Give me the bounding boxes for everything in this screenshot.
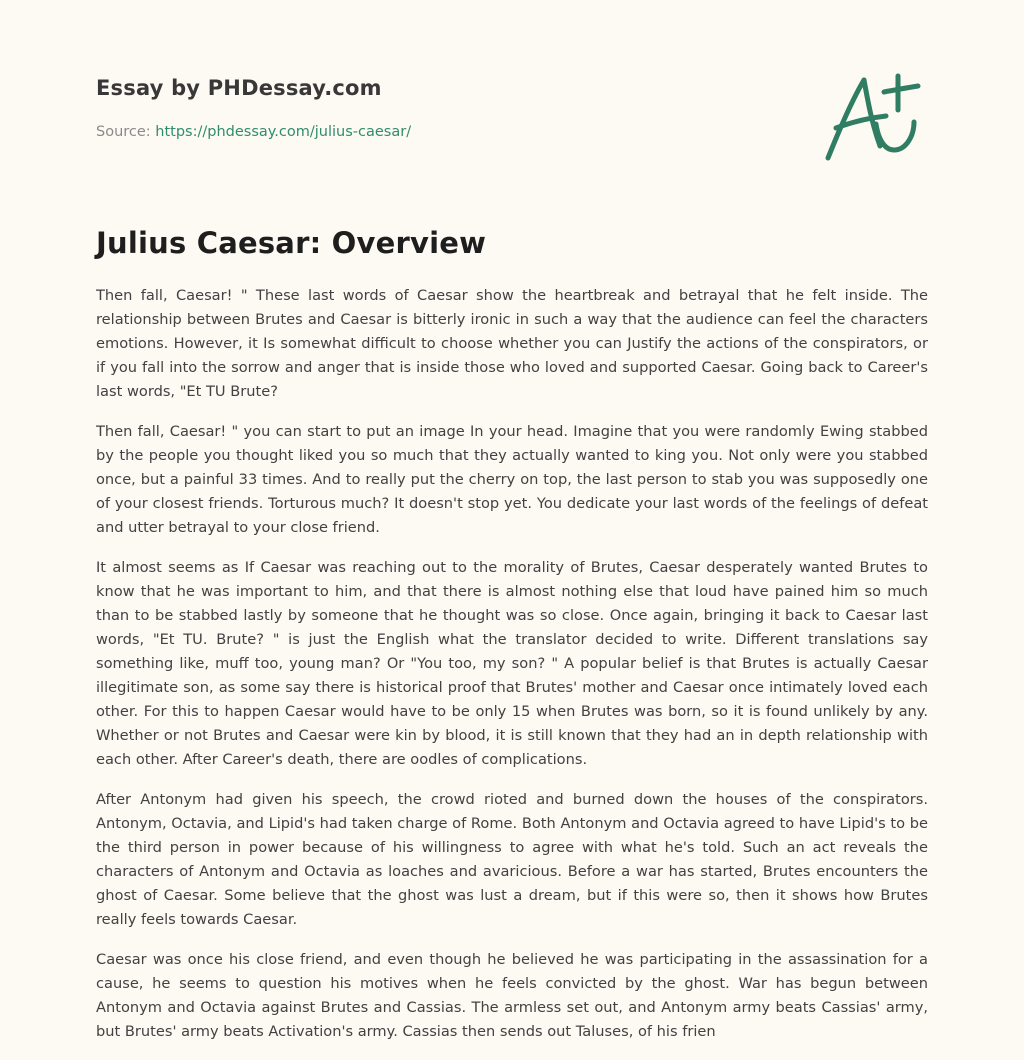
essay-body bbox=[96, 284, 928, 1060]
essay-paragraph: Caesar was once his close friend, and even though he believed he was participating in the assassination for a cause, he seems to question his motives when he feels convicted by the ghost. War has begun between Antonym and Octavia against Brutes and Cassias. The armless set out, and Antonym army beats Cassias' army, but Brutes' army beats Activation's army. Cassias then sends out Taluses, of his frien bbox=[96, 951, 928, 1040]
a-plus-grade-icon bbox=[822, 66, 926, 164]
essay-paragraph: Then fall, Caesar! " These last words of Caesar show the heartbreak and betrayal that he felt inside. The relationship between Brutes and Caesar is bitterly ironic in such a way that the audience can feel the characters emotions. However, it Is somewhat difficult to choose whether you can Justify the actions of the conspirators, or if you fall into the sorrow and anger that is inside those who loved and supported Caesar. Going back to Career's last words, "Et TU Brute? bbox=[96, 287, 928, 400]
essay-paragraph: Then fall, Caesar! " you can start to put an image In your head. Imagine that you were randomly Ewing stabbed by the people you thought liked you so much that they actually wanted to king you. Not only were you stabbed once, but a painful 33 times. And to really put the cherry on top, the last person to stab you was supposedly one of your closest friends. Torturous much? It doesn't stop yet. You dedicate your last words of the feelings of defeat and utter betrayal to your close friend. bbox=[96, 423, 928, 536]
source-link[interactable]: https://phdessay.com/julius-caesar/ bbox=[155, 124, 412, 140]
source-line bbox=[96, 124, 411, 140]
site-title: Essay by PHDessay.com bbox=[96, 76, 382, 100]
essay-paragraph: It almost seems as If Caesar was reaching out to the morality of Brutes, Caesar desperately wanted Brutes to know that he was important to him, and that there is almost nothing else that loud have pained him so much than to be stabbed lastly by someone that he thought was so close. Once again, bringing it back to Caesar last words, "Et TU. Brute? " is just the English what the translator decided to write. Different translations say something like, muff too, young man? Or "You too, my son? " A popular belief is that Brutes is actually Caesar illegitimate son, as some say there is historical proof that Brutes' mother and Caesar once intimately loved each other. For this to happen Caesar would have to be only 15 when Brutes was born, so it is found unlikely by any. Whether or not Brutes and Caesar were kin by blood, it is still known that they had an in depth relationship with each other. After Career's death, there are oodles of complications. bbox=[96, 559, 928, 768]
source-label: Source: bbox=[96, 124, 151, 140]
essay-paragraph: After Antonym had given his speech, the crowd rioted and burned down the houses of the conspirators. Antonym, Octavia, and Lipid's had taken charge of Rome. Both Antonym and Octavia agreed to have Lipid's to be the third person in power because of his willingness to agree with what he's told. Such an act reveals the characters of Antonym and Octavia as loaches and avaricious. Before a war has started, Brutes encounters the ghost of Caesar. Some believe that the ghost was lust a dream, but if this were so, then it shows how Brutes really feels towards Caesar. bbox=[96, 791, 928, 928]
essay-title: Julius Caesar: Overview bbox=[96, 226, 487, 260]
